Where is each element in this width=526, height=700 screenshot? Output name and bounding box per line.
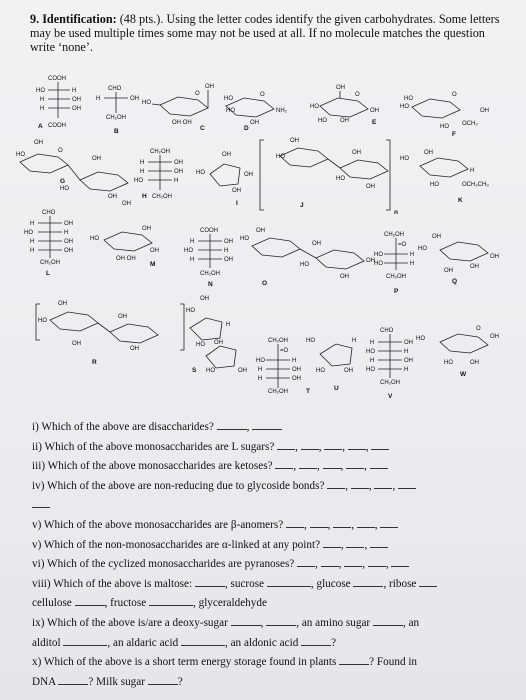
svg-text:J: J	[300, 202, 304, 209]
svg-text:OH: OH	[404, 340, 413, 346]
svg-text:OH: OH	[64, 248, 73, 254]
deoxy-blank[interactable]	[231, 614, 261, 626]
svg-text:OH: OH	[366, 258, 375, 264]
alditol-blank[interactable]	[63, 634, 107, 646]
svg-text:OH: OH	[490, 334, 499, 340]
svg-text:CH₂OH: CH₂OH	[268, 389, 288, 395]
svg-text:H: H	[174, 178, 179, 184]
svg-text:HO: HO	[90, 236, 99, 242]
svg-text:O: O	[476, 326, 481, 332]
svg-text:HO: HO	[400, 104, 409, 110]
answer-blank[interactable]	[368, 555, 386, 567]
plant-storage-blank[interactable]	[339, 653, 369, 665]
answer-blank[interactable]	[321, 555, 339, 567]
svg-text:H: H	[72, 88, 77, 94]
svg-text:OH: OH	[72, 106, 81, 112]
svg-text:V: V	[388, 393, 393, 400]
svg-text:H: H	[30, 239, 35, 245]
svg-text:HO: HO	[256, 358, 265, 364]
svg-text:Q: Q	[452, 278, 458, 285]
amino-blank[interactable]	[373, 614, 403, 626]
svg-text:=O: =O	[280, 348, 289, 354]
svg-text:OH: OH	[470, 264, 479, 270]
svg-text:H: H	[224, 248, 229, 254]
svg-text:HO: HO	[134, 178, 143, 184]
svg-text:OH: OH	[174, 169, 183, 175]
svg-text:A: A	[38, 123, 43, 130]
svg-text:HO: HO	[374, 252, 383, 258]
svg-text:OH: OH	[424, 150, 433, 156]
question-v2: v) Which of the non-monosaccharides are α-linked at any point? , ,	[32, 536, 502, 556]
svg-text:OH: OH	[292, 367, 301, 373]
structure-m	[90, 226, 159, 268]
svg-text:NH₂: NH₂	[276, 108, 287, 114]
svg-text:OH: OH	[34, 140, 43, 146]
svg-text:COOH: COOH	[200, 228, 218, 234]
question-ix-cont: alditol , an aldaric acid , an aldonic acid ?	[32, 634, 502, 654]
svg-text:OH: OH	[222, 152, 231, 158]
svg-text:OH: OH	[108, 194, 117, 200]
question-instructions: Using the letter codes identify the given carbohydrates. Some letters may be used multiple times some may not be used at all. If no molecule matches the question write ‘none’.	[30, 12, 500, 54]
answer-blank[interactable]	[380, 516, 398, 528]
svg-text:I: I	[236, 200, 238, 207]
svg-text:B: B	[114, 128, 119, 135]
svg-text:H: H	[40, 97, 45, 103]
svg-text:HO: HO	[16, 152, 25, 158]
svg-text:HO: HO	[196, 170, 205, 176]
svg-text:CH₂OH: CH₂OH	[40, 260, 60, 266]
answer-blank[interactable]	[297, 555, 315, 567]
answer-blank[interactable]	[346, 457, 364, 469]
answer-blank[interactable]	[286, 516, 304, 528]
svg-text:H: H	[40, 106, 45, 112]
cellulose-blank[interactable]	[75, 594, 105, 606]
svg-text:OH: OH	[290, 138, 299, 144]
svg-text:OH: OH	[444, 268, 453, 274]
structure-s	[186, 296, 247, 374]
svg-text:O: O	[58, 148, 63, 154]
svg-text:H: H	[96, 96, 101, 102]
svg-text:OH: OH	[150, 248, 159, 254]
svg-text:H: H	[258, 367, 263, 373]
answer-blank[interactable]	[32, 496, 50, 508]
svg-text:HO: HO	[300, 262, 309, 268]
svg-text:OH: OH	[244, 172, 253, 178]
svg-text:H: H	[226, 322, 231, 328]
question-iv-cont	[32, 496, 502, 516]
svg-text:HO: HO	[366, 367, 375, 373]
structure-i	[134, 149, 183, 200]
svg-text:G: G	[60, 178, 66, 185]
svg-text:P: P	[394, 288, 399, 295]
aldonic-blank[interactable]	[301, 634, 331, 646]
svg-text:CH₂OH: CH₂OH	[268, 338, 288, 344]
question-ix: ix) Which of the above is/are a deoxy-sugar , , an amino sugar , an	[32, 614, 502, 634]
svg-text:OH OH: OH OH	[116, 256, 136, 262]
svg-text:H: H	[30, 248, 35, 254]
svg-text:OH: OH	[432, 234, 441, 240]
svg-text:E: E	[372, 119, 377, 126]
structure-furanose-i	[196, 152, 253, 207]
svg-text:K: K	[458, 197, 463, 204]
svg-text:OH: OH	[344, 368, 353, 374]
answer-blank[interactable]	[391, 555, 409, 567]
question-iii: iii) Which of the above monosaccharides are ketoses? , , , ,	[32, 457, 502, 477]
svg-text:H: H	[258, 376, 263, 382]
structure-a	[36, 76, 81, 130]
structure-e	[310, 85, 379, 126]
svg-text:OH: OH	[142, 226, 151, 232]
svg-text:CHO: CHO	[380, 328, 394, 334]
question-viii-cont: cellulose , fructose , glyceraldehyde	[32, 594, 502, 614]
svg-text:HO: HO	[316, 368, 325, 374]
svg-text:H: H	[190, 239, 195, 245]
svg-text:HO: HO	[366, 349, 375, 355]
svg-text:HO: HO	[276, 154, 285, 160]
svg-text:H: H	[370, 358, 375, 364]
svg-text:CH₂OH: CH₂OH	[384, 232, 404, 238]
answer-blank[interactable]	[371, 438, 389, 450]
structure-b	[96, 86, 139, 135]
svg-text:OH: OH	[214, 340, 223, 346]
svg-text:COOH: COOH	[48, 76, 66, 82]
svg-text:D: D	[244, 125, 249, 132]
svg-text:H: H	[404, 349, 409, 355]
svg-text:OH: OH	[92, 156, 101, 162]
svg-text:N: N	[208, 281, 213, 288]
structure-d	[224, 92, 288, 132]
question-vi: vi) Which of the cyclized monosaccharides are pyranoses? , , , ,	[32, 555, 502, 575]
answer-blank[interactable]	[370, 457, 388, 469]
structure-p	[374, 232, 414, 295]
svg-text:HO: HO	[36, 88, 45, 94]
svg-text:H: H	[404, 367, 409, 373]
svg-text:H: H	[352, 338, 357, 344]
question-viii: viii) Which of the above is maltose: , sucrose , glucose , ribose	[32, 575, 502, 595]
svg-text:CH₂OH: CH₂OH	[200, 271, 220, 277]
structure-l	[24, 210, 73, 277]
svg-text:OH OH: OH OH	[172, 120, 192, 126]
svg-text:OH: OH	[58, 301, 67, 307]
svg-text:HO: HO	[430, 182, 439, 188]
answer-blank[interactable]	[351, 477, 369, 489]
dna-blank[interactable]	[58, 673, 88, 685]
structure-r	[36, 301, 184, 366]
svg-text:HO: HO	[374, 261, 383, 267]
svg-text:S: S	[192, 367, 197, 374]
svg-text:H: H	[410, 261, 415, 267]
structure-f	[400, 92, 489, 138]
answer-blank[interactable]	[277, 438, 295, 450]
svg-text:H: H	[410, 252, 415, 258]
answer-blank[interactable]	[275, 457, 293, 469]
answer-blank[interactable]	[344, 555, 362, 567]
svg-text:OH: OH	[130, 346, 139, 352]
question-v1: v) Which of the above monosaccharides are β-anomers? , , , ,	[32, 516, 502, 536]
svg-text:OH: OH	[292, 376, 301, 382]
svg-text:O: O	[262, 280, 268, 287]
structure-o	[240, 228, 375, 287]
svg-text:OH: OH	[370, 108, 379, 114]
structure-w	[416, 326, 499, 378]
svg-text:OH: OH	[336, 85, 345, 91]
svg-text:OH: OH	[312, 241, 321, 247]
svg-text:OH: OH	[118, 314, 127, 320]
svg-text:OH: OH	[205, 84, 214, 90]
svg-text:H: H	[292, 358, 297, 364]
svg-text:HO: HO	[444, 360, 453, 366]
svg-text:O: O	[452, 92, 457, 98]
svg-text:H: H	[190, 257, 195, 263]
question-x: x) Which of the above is a short term energy storage found in plants ? Found in	[32, 653, 502, 673]
svg-text:OH: OH	[480, 108, 489, 114]
svg-text:HO: HO	[184, 248, 193, 254]
svg-text:H: H	[470, 168, 475, 174]
svg-text:H: H	[142, 193, 147, 200]
svg-text:CH₂OH: CH₂OH	[152, 194, 172, 200]
svg-text:O: O	[355, 92, 360, 98]
answer-blank[interactable]	[333, 516, 351, 528]
svg-text:L: L	[46, 270, 50, 277]
structure-n	[184, 228, 233, 288]
svg-text:OH: OH	[174, 160, 183, 166]
svg-text:OH: OH	[352, 150, 361, 156]
fructose-blank[interactable]	[149, 594, 193, 606]
structure-u	[306, 338, 356, 392]
svg-text:HO: HO	[224, 96, 233, 102]
answer-blank[interactable]	[310, 516, 328, 528]
svg-text:CH₂OH: CH₂OH	[380, 380, 400, 386]
svg-text:OH: OH	[130, 96, 139, 102]
svg-text:M: M	[150, 261, 156, 268]
deoxy-blank-2[interactable]	[266, 614, 296, 626]
svg-text:HO: HO	[240, 236, 249, 242]
question-i: i) Which of the above are disaccharides? ,	[32, 418, 502, 438]
svg-text:OH: OH	[256, 228, 265, 234]
svg-text:n: n	[394, 209, 398, 216]
svg-text:H: H	[140, 160, 145, 166]
svg-text:HO: HO	[24, 230, 33, 236]
svg-text:HO: HO	[206, 368, 215, 374]
aldaric-blank[interactable]	[181, 634, 225, 646]
answer-blank[interactable]	[299, 457, 317, 469]
structure-t	[256, 338, 310, 395]
svg-text:O: O	[195, 91, 200, 97]
answer-blank[interactable]	[398, 477, 416, 489]
svg-text:OH: OH	[340, 274, 349, 280]
svg-text:OH: OH	[64, 239, 73, 245]
structure-k	[400, 150, 489, 204]
question-points: (48 pts.).	[119, 12, 164, 26]
answer-blank[interactable]	[301, 438, 319, 450]
maltose-blank[interactable]	[195, 575, 225, 587]
svg-text:HO: HO	[186, 308, 195, 314]
svg-text:H: H	[140, 169, 145, 175]
svg-text:R: R	[92, 359, 97, 366]
svg-text:=O: =O	[398, 242, 407, 248]
svg-text:HO: HO	[418, 246, 427, 252]
svg-text:OH: OH	[72, 341, 81, 347]
svg-text:HO: HO	[400, 156, 409, 162]
svg-text:CH₂OH: CH₂OH	[106, 115, 126, 121]
svg-text:HO: HO	[336, 176, 345, 182]
svg-text:OH: OH	[250, 120, 259, 126]
svg-text:W: W	[460, 371, 467, 378]
answer-blank[interactable]	[370, 536, 388, 548]
svg-text:HO: HO	[440, 124, 449, 130]
answer-blank[interactable]	[217, 418, 247, 430]
svg-text:OH: OH	[64, 221, 73, 227]
answer-blank[interactable]	[252, 418, 282, 430]
question-ii: ii) Which of the above monosaccharides are L sugars? , , , ,	[32, 438, 502, 458]
svg-text:OH: OH	[470, 360, 479, 366]
svg-text:OH: OH	[490, 254, 499, 260]
svg-text:H: H	[370, 340, 375, 346]
svg-text:OH: OH	[366, 184, 375, 190]
svg-text:T: T	[306, 388, 310, 395]
svg-text:OH: OH	[122, 201, 131, 207]
svg-text:O: O	[260, 92, 265, 98]
svg-text:HO: HO	[404, 96, 413, 102]
svg-text:OH: OH	[340, 118, 349, 124]
glucose-blank[interactable]	[353, 575, 383, 587]
svg-text:OCH₂CH₃: OCH₂CH₃	[462, 182, 489, 188]
svg-text:HO: HO	[318, 118, 327, 124]
answer-blank[interactable]	[346, 536, 364, 548]
svg-text:OH: OH	[224, 257, 233, 263]
answer-blank[interactable]	[327, 477, 345, 489]
svg-text:U: U	[334, 385, 339, 392]
svg-text:CH₂OH: CH₂OH	[150, 149, 170, 155]
answer-blank[interactable]	[374, 477, 392, 489]
svg-text:H: H	[64, 230, 69, 236]
svg-text:OCH₃: OCH₃	[462, 121, 478, 127]
svg-text:HO: HO	[142, 100, 151, 106]
svg-text:HO: HO	[310, 104, 319, 110]
svg-text:OH: OH	[238, 368, 247, 374]
svg-text:HO: HO	[60, 186, 69, 192]
svg-text:C: C	[200, 125, 205, 132]
svg-text:HO: HO	[196, 342, 205, 348]
sucrose-blank[interactable]	[267, 575, 311, 587]
answer-blank[interactable]	[324, 438, 342, 450]
question-list	[32, 418, 502, 692]
svg-text:OH: OH	[72, 97, 81, 103]
svg-text:CH₂OH: CH₂OH	[386, 274, 406, 280]
svg-text:HO: HO	[306, 338, 315, 344]
structure-q	[418, 234, 499, 285]
structure-j	[260, 138, 398, 216]
answer-blank[interactable]	[323, 457, 341, 469]
svg-text:HO: HO	[38, 318, 47, 324]
svg-text:H: H	[30, 221, 35, 227]
question-title: Identification:	[42, 12, 117, 26]
svg-text:F: F	[452, 131, 456, 138]
svg-text:CHO: CHO	[42, 210, 56, 216]
svg-text:CHO: CHO	[108, 86, 122, 92]
structure-c	[142, 84, 214, 132]
structure-v	[366, 328, 413, 400]
answer-blank[interactable]	[348, 438, 366, 450]
question-iv: iv) Which of the above are non-reducing due to glycoside bonds? , , ,	[32, 477, 502, 497]
question-number: 9.	[30, 12, 40, 26]
ribose-blank[interactable]	[419, 575, 437, 587]
svg-text:OH: OH	[224, 239, 233, 245]
svg-text:HO: HO	[226, 108, 235, 114]
structure-g	[16, 140, 131, 207]
svg-text:HO: HO	[416, 336, 425, 342]
answer-blank[interactable]	[323, 536, 341, 548]
milk-sugar-blank[interactable]	[148, 673, 178, 685]
svg-text:OH: OH	[200, 296, 209, 302]
svg-text:OH: OH	[232, 188, 241, 194]
answer-blank[interactable]	[357, 516, 375, 528]
question-x-cont: DNA ? Milk sugar ?	[32, 673, 502, 693]
svg-text:COOH: COOH	[48, 123, 66, 129]
svg-text:OH: OH	[404, 358, 413, 364]
